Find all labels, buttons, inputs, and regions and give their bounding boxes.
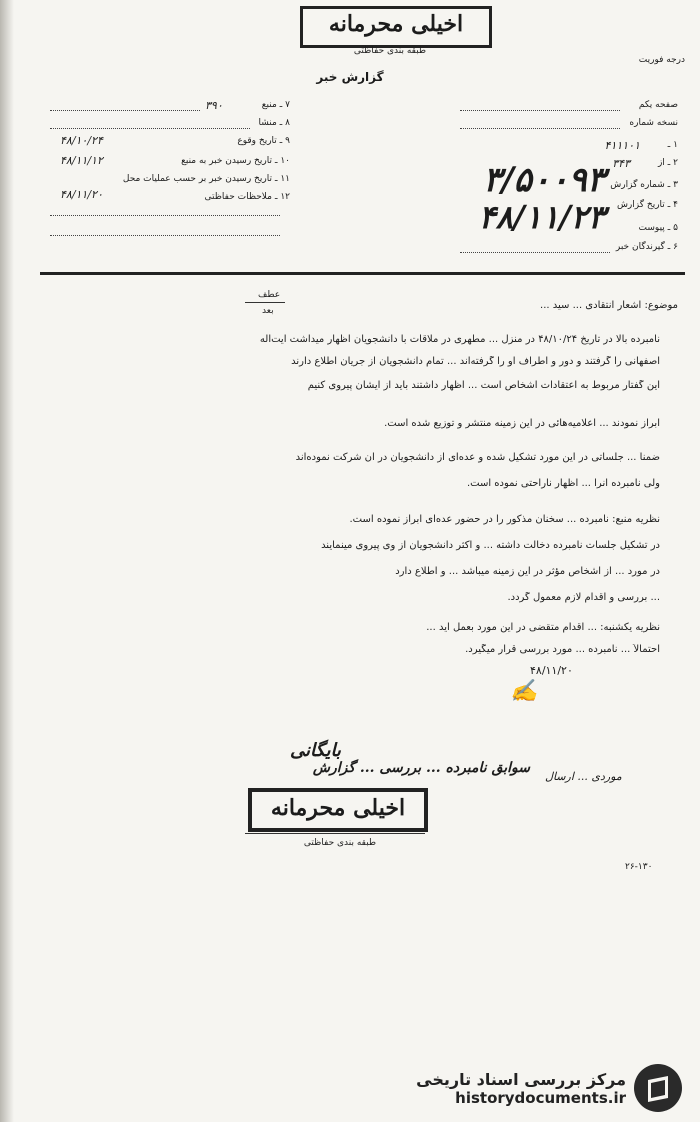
field-label: نسخه شماره [629, 118, 678, 128]
field-label: ۲ ـ از [657, 158, 678, 168]
field-label: ۶ ـ گیرندگان خبر [615, 242, 678, 252]
stamp-text: اخیلی محرمانه [328, 11, 464, 37]
body-line: این گفتار مربوط به اعتقادات اشخاص است ... اظهار داشتند باید از ایشان پیروی کنیم [307, 380, 660, 391]
handwritten-signature: ✍ [510, 678, 538, 704]
archive-url: historydocuments.ir [455, 1088, 626, 1107]
body-line: اصفهانی را گرفتند و دور و اطراف او را گرفته‌اند ... تمام دانشجویان از جریان اطلاع دارند [291, 356, 660, 367]
field-value: ۴۸/۱۰/۲۴ [60, 134, 103, 147]
field-line [460, 252, 610, 253]
archive-logo-icon [634, 1064, 682, 1112]
stamp-subtitle: طبقه بندی حفاظتی [353, 46, 427, 56]
field-line [50, 215, 280, 216]
body-line: ضمناً ... جلساتی در این مورد تشکیل شده و عده‌ای از دانشجویان در آن شرکت نموده‌اند [295, 452, 660, 463]
report-title: گزارش خبر [316, 70, 384, 84]
field-line [50, 128, 250, 129]
top-classification-stamp [300, 6, 492, 48]
field-label: ۱ ـ [667, 140, 678, 150]
page-fold-shadow [0, 0, 14, 1122]
field-label: ۷ ـ منبع [261, 100, 290, 110]
body-line: ... بررسی و اقدام لازم معمول گردد. [507, 592, 660, 603]
ref-label: عطف [258, 290, 281, 300]
report-number-handwritten: ۳/۵۰۰۹۳ [483, 160, 605, 200]
field-value: ۳۹۰ [205, 99, 223, 112]
field-value: ۴۸/۱۱/۲۰ [60, 188, 103, 201]
subject-line: موضوع: اشعار انتقادی ... سید ... [540, 300, 678, 311]
field-line [460, 128, 620, 129]
field-label: صفحه یکم [638, 100, 678, 110]
body-line: ولی نامبرده آنرا ... اظهار ناراحتی نموده است. [466, 478, 660, 489]
handwritten-note-2: سوابق نامبرده ... بررسی ... گزارش [312, 760, 530, 776]
stamp-underline [245, 833, 425, 834]
report-date-handwritten: ۴۸/۱۱/۲۳ [478, 198, 605, 236]
body-line: احتمالاً ... نامبرده ... مورد بررسی قرار میگیرد. [465, 644, 660, 655]
signature-date: ۴۸/۱۱/۲۰ [530, 664, 573, 677]
field-label: ۹ ـ تاریخ وقوع [237, 136, 290, 146]
body-line: نامبرده بالا در تاریخ ۴۸/۱۰/۲۴ در منزل ... مطهری در ملاقات با دانشجویان اظهار میداشت آیت‌اله [259, 334, 660, 345]
handwritten-margin-note: موردی ... ارسال [545, 770, 622, 783]
urgency-label: درجه فوریت [638, 55, 685, 65]
archive-title: مرکز بررسی اسناد تاریخی [416, 1069, 626, 1089]
bottom-classification-stamp [248, 788, 428, 832]
archive-watermark [416, 1064, 682, 1112]
field-label: ۸ ـ منشا [258, 118, 290, 128]
field-label: ۳ ـ شماره گزارش [610, 180, 678, 190]
field-line [50, 235, 280, 236]
field-value: ۳۴۳ [612, 157, 630, 170]
page-number: ۲۶-۱۳۰ [625, 862, 653, 872]
handwritten-note-1: بایگانی [290, 740, 341, 761]
stamp-text: اخیلی محرمانه [270, 795, 406, 821]
field-label: ۱۲ ـ ملاحظات حفاظتی [204, 192, 290, 202]
field-value: ۴۱۱۱۰۱ [604, 139, 640, 152]
body-line: نظریه یکشنبه: ... اقدام متقضی در این مورد بعمل آید ... [426, 622, 660, 633]
field-label: ۱۱ ـ تاریخ رسیدن خبر بر حسب عملیات محل [122, 174, 290, 184]
ref-label-2: بعد [262, 306, 274, 316]
body-line: در مورد ... از اشخاص مؤثر در این زمینه میباشد ... و اطلاع دارد [395, 566, 660, 577]
field-value: ۴۸/۱۱/۱۲ [60, 154, 103, 167]
field-line [50, 110, 200, 111]
stamp-subtitle: طبقه بندی حفاظتی [303, 838, 377, 848]
field-label: ۴ ـ تاریخ گزارش [616, 200, 678, 210]
body-line: ابراز نمودند ... اعلامیه‌هائی در این زمینه منتشر و توزیع شده است. [384, 418, 660, 429]
body-line: در تشکیل جلسات نامبرده دخالت داشته ... و اکثر دانشجویان از وی پیروی مینمایند [321, 540, 660, 551]
body-line: نظریه منبع: نامبرده ... سخنان مذکور را در حضور عده‌ای ابراز نموده است. [349, 514, 660, 525]
field-label: ۵ ـ پیوست [638, 223, 678, 233]
field-label: ۱۰ ـ تاریخ رسیدن خبر به منبع [181, 156, 290, 166]
field-line [460, 110, 620, 111]
header-divider [40, 272, 685, 275]
